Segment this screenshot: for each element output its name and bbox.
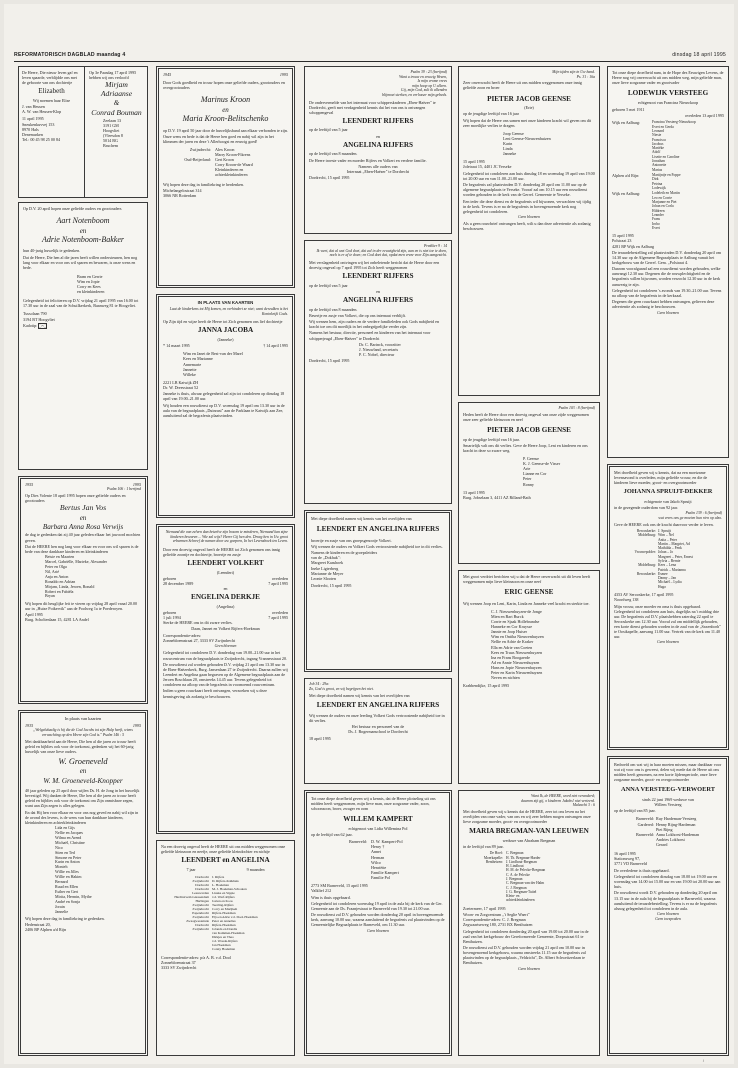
groeneveld-year-1: 1935 xyxy=(25,723,34,729)
rijfers-text-2: Gelegenheid tot condoleren D.V. donderdag van 19.00–21.00 uur in het rouwcentrum van de begraafplaats te Zwijndrecht, ingang Vrannesstraat 20. xyxy=(163,650,288,661)
versteeg-born: geboren 5 mei 1911 xyxy=(612,106,645,112)
internaat1-name-2: ANGELINA RIJFERS xyxy=(342,140,414,149)
geense-age: op de jeugdige leeftijd van 16 jaar xyxy=(463,111,519,117)
versteeg-kids-1: Francina Versteeg-Nieuwkoop Evert en Gerda Leonard Niesie Francisca Jacobus Mariëke Adolf Lisette en Caroline Jonathan Antonette Marius xyxy=(652,120,696,172)
school-date: 18 april 1995 xyxy=(309,735,331,741)
bregman-intro: Met droefheid geven wij u kennis dat de HEERE, zeer tot ons leven na het overlijden van onze vader, van ons en wij zeer hebben mogen ontvangen onze lieve zorgzame moeder, groot- en overgrootmoeder xyxy=(463,808,591,825)
anniversary-groeneveld-ad xyxy=(18,710,148,1056)
versteeg-family-3 xyxy=(612,191,724,231)
verwoert-text: De overledene is thuis opgebaard. xyxy=(614,867,670,873)
versteeg-place-1: Wijk en Aalburg: xyxy=(612,120,641,126)
groeneveld-children: Lida en Gijs Nellie en Jacques Wilma en Arend Michaël, Christine Nico Stien en Ted Simone en Peter Karin en Anton Monieh Willie en Jilles Willie en Hakim Bernard Ruud en Ellen Esther en Gert Mirita, Hermin, Mythe André en Sonja Jorain Jannelie xyxy=(55,825,92,914)
baby-nickname: Wij noemen haar Elise xyxy=(32,97,71,103)
versteeg-text: De teraardebestelling zal plaatsvinden D.V. donderdag 20 april om 14.30 uur op de Algemene Begraafplaats te Aalburg vanuit het kerkgebouw van de Gerref. Gem. „Polstraat 4. xyxy=(612,249,722,265)
gp-text: Smartelijk valt ons dit verlies. Geve de Heere Joop, Leni en kinderen en ons kracht in deze so zware weg. xyxy=(463,442,588,453)
school-text: Wij wensen de ouders en onze leerling Volkert Gods vertroostende nabijheid toe in dit verlies. xyxy=(309,712,445,723)
rijfers-died-1: overleden 7 april 1995 xyxy=(268,575,288,586)
internaat1-age-2: op de leeftijd van 8 maanden. xyxy=(309,151,358,157)
kampert-spouse: echtgenoot van Lidia Willemina Pol xyxy=(348,825,408,831)
death-geense-grandparents-ad xyxy=(458,402,600,564)
column-1 xyxy=(18,66,148,1056)
versteeg-no-flowers: Geen bloemen xyxy=(657,310,679,315)
internaat2-text-2: Wij wensen hem, zijn ouders en de verdere familieleden ook Gods nabijheid en kracht toe om dit moeilijk in het onbegrijpelijke verder zijn. xyxy=(309,319,439,330)
school-notice xyxy=(304,678,452,784)
rijfers-no-flowers: Geen bloemen xyxy=(214,644,237,649)
janna-intro: Op Zijn tijd en wijze heeft de Heere tot Zich genomen ons lief dochtertje xyxy=(163,319,283,325)
versteeg-place-3: Wijk en Aalburg: xyxy=(612,191,641,197)
column-2 xyxy=(156,66,295,1056)
verwoert-age: op de leeftijd van 85 jaar. xyxy=(614,808,656,814)
death-versteeg-ad xyxy=(607,66,729,458)
internaat2-text: Besertje en zusje van Volkert, die op ons internaat verblijft. xyxy=(309,312,407,318)
dokhuk-date: Dordrecht, 15 april 1995 xyxy=(311,582,352,588)
birth-address: Sneukenkuvvej 153 8970 Hals Denemarken Tel.: 00 45 98 25 00 84 xyxy=(22,121,61,143)
rijfers-dates-2 xyxy=(163,610,288,620)
verwoert-date: 16 april 1995 Stationsweg 97, 3771 VD Barneveld xyxy=(614,851,647,867)
verwoert-children: Ruy Hardeman-Versteeg Henny Rijng-Hardeman Piet Rijng Anna Lokhorst-Hardeman Andries Lokhorst Gerard xyxy=(656,816,700,847)
vos-psalm: Psalm 106 : 1 berijmd xyxy=(107,487,141,492)
kampert-text-2: Gelegenheid tot condoleren woensdag 19 april in de aula bij de kerk van de Ger. Gemeente aan de Ds. Fraanjestraat te Barneveld van 19.30 tot 21.00 uur. xyxy=(311,900,443,911)
bregman-family xyxy=(463,851,595,904)
geense-intro: Zeer onverwacht heeft de Heere uit ons midden weggenomen onze innig geliefde zoon en broer xyxy=(463,80,582,91)
vos-reception: Wij hopen dit heuglijke feit te vieren op vrijdag 28 april vanaf 20.00 uur in „Huize Poikervik" aan de Poolweg 1a te Poederoyen. xyxy=(25,600,138,611)
notenboom-kado xyxy=(23,323,143,329)
school-name: LEENDERT EN ANGELINA RIJFERS xyxy=(316,701,440,710)
internaat2-sign: Dr. C. Barinck, voorzitter J. Nieuwland, secretaris P. C. Nobel, directeur xyxy=(359,341,401,358)
gp-quote: Psalm 103 : 8 (berijmd) xyxy=(558,406,595,410)
geense-quote: Mijn tijden zijn in Uw hand. Ps. 31 : 16a xyxy=(552,70,595,79)
groeneveld-en: en xyxy=(79,767,87,776)
family-ages xyxy=(161,867,290,872)
groeneveld-text-3: En dat Hij hen voor elkaar en voor ons nog geved en nabij wil zijn in de avond des levens, is de wens van hun dankbare kinderen, kleinkinderen en achterkleinkinderen xyxy=(25,809,139,825)
baby-name: Elizabeth xyxy=(38,87,65,96)
gp-family: P. Geense K. J. Geense-de Visser Arie Lianne en Cor Peter Ronny xyxy=(523,456,561,487)
rijfers-address: Correspondentie-adres: Zonnebloemstraat 27, 3333 SV Zwijndrecht xyxy=(163,632,236,643)
bregman-places: De Hoef: Moerkapelle: Bentheizen: xyxy=(483,851,503,864)
geense-nickname: (Erie) xyxy=(524,105,534,111)
verwoert-widow: sinds 22 juni 1969 weduwe van Willem Versteeg xyxy=(642,796,694,808)
eric-family: C. J. Nieuwenhuyzen-de Jonge Mien en Bart Burck Corrie en Sjaak Hollebrandse Hanneke en Cor Kruysse Jannie en Joop Huiser Wim en Ontiba Nieuwenhuyzen Nellie en Adrie de Kraker Ella en Adrie van Coeten Kees en Truus Nieuwenhuyzen Ina en Frans Boogaerde Ad en Annie Nieuwenhuyzen Hans en Jopie Nieuwenhuyzen Peter en Karin Nieuwenhuyzen Neven en nichten xyxy=(491,608,544,681)
eric-text: Wij wensen Joop en Leni, Karin, Linda en Janneke veel kracht en sterkte toe. xyxy=(463,600,590,606)
dokhuk-text: broertje en zusje van ons groepsgenootje Volkert. xyxy=(311,537,392,543)
birth-date: 11 april 1995 xyxy=(22,115,44,121)
rijfers-name-1: LEENDERT VOLKERT xyxy=(187,558,264,567)
kroon-text: op D.V. 19 april 50 jaar door de huwelijksband aan elkaar verbonden te zijn. xyxy=(163,127,288,133)
notenboom-children: Bram en Gerrie Wim en Jopie Corry en Kees en kleinkinderen xyxy=(77,273,105,295)
family-names: J. Rijfers D. Rijfers-Kalkhuis L. Hoekman M. J. Hoekman-Schouten Liuske en Sippie v.d. Werf-Rijfers Jozien en Koos Teerling-Rijfers Corry en Marijkeh Rijfers-Hoekman Elja en Adrie v.d. Dool-Hoekman Peter en Annelies Rijfers-Hoekman Jolanda en Dondis van Kammen-Hoekman Dirkjes en Theo v.d. Woude-Rijfers Jan Hoekman Conny Hoekman xyxy=(212,874,258,951)
rijfers-name-2: ENGELINA DERKJE xyxy=(191,593,260,602)
header-date: dinsdag 18 april 1995 xyxy=(672,52,726,58)
janna-address: 2221 LB Katwijk ZH Dr. W. Dreesstraat 52 xyxy=(163,379,199,390)
internaat-notice-2 xyxy=(304,240,452,504)
janna-text-2: Wij houden een rouwdienst op D.V. woensdag 19 april om 13.30 uur in de aula van de begraafplaats „Duinrust" aan de Parklaan te Katwijk aan Zee, aansluitend zal de begrafenis plaatsvinden. xyxy=(163,402,285,418)
death-eric-geense-ad xyxy=(458,570,600,784)
bregman-text-2: Gelegenheid tot condoleren donderdag 20 april van 19.00 tot 20.00 uur in de zaal van het kerkgebouw der Gereformeerde Gemeente, Dorpsstraat 61 te Benthuizen. xyxy=(463,928,589,944)
internaat2-name-1: LEENDERT RIJFERS xyxy=(342,271,414,280)
spruijt-family xyxy=(614,529,722,590)
engagement-name-2: Conrad Bouman xyxy=(91,107,142,117)
versteeg-spouse: echtgenoot van Francina Nieuwkoop xyxy=(637,99,699,105)
spruijt-no-flowers: Geen bloemen xyxy=(657,640,679,645)
rijfers-intro: Door een droevig ongeval heeft de HEERE tot Zich genomen ons innig geliefde zoontje en dochtertje, broertje en zusje xyxy=(163,546,280,557)
rijfers-parents: Daan, Jannet en Volkert Rijfers-Hoekman xyxy=(191,626,260,632)
notenboom-years: hun 40-jarig huwelijk te gedenken. xyxy=(23,248,81,254)
versteeg-place-2: Alphen a/d Rijn: xyxy=(612,173,640,179)
spruijt-text-2: Mijn vrouw, onze moeder en oma is thuis opgebaard. Gelegenheid tot condoleren aan huis, dagelijks na 't middag drie uur. De begrafenis zal D.V. plaatshebben zaterdag 22 april te Serooskerke om 12.30 uur. Vooraf zal om middellijk gehouden, een korte dienst gehouden worden in de zaal van de „Saxenborh" te Oostkapelle, aanvang 11.00 uur. Vertrek van de kerk om 11.40 uur. xyxy=(614,603,721,640)
spruijt-quote: Psalm 139 : 6 (berijmd) wat vrees ons ge moeten hun rien op alzo. xyxy=(658,511,722,521)
internaat1-intro: De ondervermelde van het internaat voor schippersknderen „Eben-Haëzer" te Dordrecht, geeft met verdagenheid kennis dat het van ons is ontvangen schoppengeval xyxy=(309,99,436,115)
vos-year-1: 1955 xyxy=(25,482,34,487)
kampert-place: Barneveld: xyxy=(349,839,367,845)
spruijt-address: 4353 AV Serooskerke, 17 april 1995 Noordweg 138 xyxy=(614,592,674,603)
notenboom-intro: Op D.V. 20 april hopen onze geliefde ouders en grootouders xyxy=(23,206,122,211)
kado-label: Kadotip: xyxy=(23,322,38,328)
anniversary-vos-ad xyxy=(18,476,148,704)
kroon-year-1: 1945 xyxy=(163,72,172,77)
notenboom-address: Tussolaan 790 3194 BT Hoogvliet xyxy=(23,311,55,322)
kampert-text: Wim is thuis opgebaard. xyxy=(311,894,351,900)
internaat2-date: Dordrecht, 15 april 1995 xyxy=(309,358,350,364)
eric-intro: Met groot verdriet berichten wij u dat de Heere onverwacht uit dit leven heeft weggenomen mijn lieve kleinzoon en onze neef xyxy=(463,574,591,585)
kroon-name-2: Maria Kroon-Belitschenko xyxy=(182,114,269,124)
notenboom-name-2: Adrie Notenboom-Bakker xyxy=(42,234,124,244)
spruijt-children: J. Spruijt Wim – Nel Anita – Peter Martin – Margriet, Ad Mathilda – Fenk Johan – Jo Margreet – Peter, Ernest Sylvia – Bernie Kees – Lena Patrick – Marianna Esmee Danny – Jan Michaël – Lydia Hugo xyxy=(658,528,693,589)
internaat2-age-2: op de leeftijd van 8 maanden. xyxy=(309,306,358,312)
eric-name: ERIC GEENSE xyxy=(504,588,554,597)
janna-name: JANNA JACOBA xyxy=(197,326,254,335)
family-intro: Na een droevig ongeval heeft de HEERE uit ons midden weggenomen onze geliefde kleinzoon en neefje, onze geliefde kleindochter en nichtje xyxy=(161,844,286,855)
janna-quote: Laat de kinderkens tot Mij komen, en verhindert ze niet; want derzulken is het Koninkrijk Gods. xyxy=(169,307,288,316)
dokhuk-notice xyxy=(304,510,452,672)
notenboom-en: en xyxy=(79,226,87,235)
rijfers-quote: Niemand die van zelven dan hetzelve zijn bosom te minderen, Niemand kan zijne kinderen bewaren ... Wie zal wijs? Heere Gij hen den. Droeg hen in Uw groot erbarmen Schreef de namen door uw goepren, In het Levensboek ten Leven. xyxy=(165,530,288,544)
dokhuk-text-2: Wij wensen de ouders en Volkert Gods vertroostende nabijheid toe in dit verlies. xyxy=(311,543,443,549)
bregman-date: Zoetermeer, 17 april 1995 xyxy=(463,905,506,911)
internaat2-en: en xyxy=(376,288,380,294)
engagement-and: & xyxy=(113,99,120,108)
geense-text-2: Gelegenheid tot condoleren aan huis dinsdag 18 en woensdag 19 april van 19.00 tot 20.00 uur en van 11.00–21.00 uur. xyxy=(463,170,595,181)
spruijt-places: Berooskerke: Middelburg: Vrouwepolder: Middelburg: Berooskerke: xyxy=(634,528,656,576)
groeneveld-address: Hedenstraat 20, 2406 BP Alphen a/d Rijn xyxy=(25,921,67,932)
birth-intro: De Heere, Die nieuw leven gaf en leven spaarde, verblijdde ons met de geboorte van ons dochtertje xyxy=(22,70,78,86)
versteeg-family-1 xyxy=(612,120,724,173)
gp-age: op de jeugdige leeftijd van 16 jaar. xyxy=(463,436,520,442)
groeneveld-text-2: 40 jaar geleden op 25 april door wijlen Ds. H. de Jong in het huwelijk bevestigd. Wij danken de Heere, Die hen al die jaren zo trouw heeft geleid en bijblies ook voor de toekomst om Zijn onmisbare zegen, want aan Zijn zegen is alles gelegen. xyxy=(25,788,140,809)
geense-text-5: Als u geen rouwbrief ontvangen heeft, wilt u dan deze advertentie als zodanig beschouwen. xyxy=(463,221,591,232)
versteeg-family-2 xyxy=(612,173,724,191)
bregman-widow: weduwe van Abraham Bregman xyxy=(502,837,556,843)
internaat1-name-1: LEENDERT RIJFERS xyxy=(342,116,414,125)
bregman-name: MARIA BREGMAN-VAN LEEUWEN xyxy=(469,827,589,836)
kroon-intro: Door Gods goedheid en trouw hopen onze geliefde ouders, grootouders en overgrootouders xyxy=(163,80,285,91)
verwoert-no-flowers: Geen bloemen Geen toespraken xyxy=(655,911,681,922)
anniversary-kroon-ad xyxy=(156,66,295,288)
geense-name: PIETER JACOB GEENSE xyxy=(487,94,571,103)
verwoert-intro: Bedroefd om wat wij in haar moeten missen, maar dankbaar voor wat zij voor ons is geweest, delen wij mede dat de Heere uit ons midden heeft genomen, na een korte lijdensperiode, onze lieve zorgzame moeder, groot- en overgrootmoeder xyxy=(614,762,722,783)
janna-died: † 14 april 1995 xyxy=(263,343,288,349)
family-name: LEENDERT en ANGELINA xyxy=(181,856,270,865)
birth-engagement-ad xyxy=(18,66,148,198)
page-footer-mark: / xyxy=(702,1058,704,1063)
spruijt-text: Geve de HEERE ook ons de kracht daarvoor verder te leven. xyxy=(614,521,714,527)
janna-text: Janneke is thuis, alwaar gelegenheid zal zijn tot condoleren op dinsdag 18 april van 19.00–21.00 uur. xyxy=(163,391,285,402)
dokhuk-intro: Met diepe droefheid namen wij kennis van het overlijden van xyxy=(311,516,412,521)
verwoert-text-3: De rouwdienst wordt D.V. gehouden op donderdag 20 april om 13.15 uur in de aula bij de begraafplaats te Barneveld, waarna aansluitend de teraardebestelling. Tevens is er na de begrafenis alsnog gelegenheid tot condoleren in de aula. xyxy=(614,890,718,911)
engagement-announcement xyxy=(86,67,147,198)
kroon-text-3: Wij hopen deze dag in familiekring te herdenken. xyxy=(163,181,244,187)
kroon-year-2: 1995 xyxy=(279,72,288,77)
family-list xyxy=(161,875,290,952)
internaat2-text-3: Namens het bestuur, directie, personeel en kinderen van het internaat voor schipperjeugd „Eben-Haëzer" te Dordrecht xyxy=(309,330,431,341)
internaat1-sign: Namens alle ouders van Internaat „Eben-Haëzer" te Dordrecht xyxy=(346,163,410,175)
versteeg-text-4: Degenen die geen rouwkaart hebben ontvangen, gelieven deze advertentie als zodanig te beschouwen. xyxy=(612,299,715,310)
school-intro: Met diepe droefheid namen wij kennis van het overlijden van xyxy=(309,693,410,699)
engagement-intro: Op 3e Paasdag 17 april 1995 hebben wij ons verloofd xyxy=(89,70,137,81)
bregman-quote: Want Ik, de HEERE, word niet veranderd; daarom zijt gij, o kinderen Jakobs! niet verteerd. Maleachi 3 : 6 xyxy=(521,794,595,808)
versteeg-intro: Tot onze diepe droefheid nam, in de Hope des Eeuwigen Levens, de Heere nog vrij onverwacht uit ons midden weg, mijn geliefde man, onze lieve zorgzame vader en grootvader xyxy=(612,70,724,86)
groeneveld-year-2: 1995 xyxy=(132,723,141,729)
dokhuk-sign: Namens de kinderen en de groepsleiders van de „Dokhuk": Margreet Kaashoek Ineke Ligterberg Marianne de Meyer Leonie Slooten xyxy=(311,550,378,581)
kampert-address: 2773 SM Barneveld, 15 april 1995 Valklief 212 xyxy=(311,883,368,894)
running-header xyxy=(14,50,726,62)
groeneveld-quote: „Welgelukzalig is hij die de God Jacobs tot zijn Hulp heeft, wiens verwachting op den Heere zijn God is." Psalm 146 : 5 xyxy=(33,728,133,737)
verwoert-text-2: Gelegenheid tot condoleren dinsdag van 18.00 tot 19.00 uur en woensdag van 14.00 tot 15.00 uur en van 19.00 tot 20.00 uur aan huis. xyxy=(614,873,721,890)
death-kampert-ad xyxy=(304,790,452,1056)
groeneveld-text-4: Wij hopen deze dag in familiekring te gedenken. xyxy=(25,915,105,921)
geense-text-4: Een ieder die deze dienst en de begrafenis wil bijwonen, verwachten wij tijdig in de kerk. Tevens is er na de begrafenis in bovengenoemde kerk nog gelegenheid tot condoleren. xyxy=(463,198,592,214)
vos-text: de dag te gedenken dat zij 40 jaar geleden elkaar het jawoord mochten geven. xyxy=(25,532,141,543)
death-spruijt-ad xyxy=(607,464,729,750)
vos-name-1: Bertus Jan Vos xyxy=(59,503,107,513)
bregman-age: in de leeftijd van 89 jaar. xyxy=(463,844,504,850)
kroon-family xyxy=(163,147,288,179)
column-5 xyxy=(607,66,729,1056)
internaat1-date: Dordrecht, 15 april 1995 xyxy=(309,175,350,181)
internaat1-en: en xyxy=(376,133,380,139)
geense-date: 15 april 1995 Joletraat 15, 4401 JC Yerseke xyxy=(463,159,512,170)
kampert-age: op de leeftijd van 62 jaar. xyxy=(311,832,353,838)
death-versteeg-verwoert-ad xyxy=(607,756,729,1056)
rijfers-dates-1 xyxy=(163,576,288,586)
geense-no-flowers: Geen bloemen xyxy=(518,215,540,220)
internaat-notice-1 xyxy=(304,66,452,234)
kroon-children: Alex Kroon Marry Kroon-Fikrens Gert Kroon Corry Kroon-de Waard Kleinkinderen en achterkleinkinderen xyxy=(215,146,253,178)
versteeg-text-3: Gelegenheid tot condoleren 's avonds van 19.30–21.00 uur. Tevens na afloop van de begrafenis in de kerkzaal. xyxy=(612,287,722,298)
dokhuk-name: LEENDERT EN ANGELINA RIJFERS xyxy=(316,525,440,534)
engagement-name-1: Mirjam Adriaanse xyxy=(100,80,133,98)
verwoert-places: Barneveld: Gardered: Barneveld: xyxy=(636,816,654,837)
kampert-intro: Tot onze diepe droefheid geven wij u kennis, dat de Heere plotseling uit ons midden heeft weggenomen, mijn lieve man, onze zorgzame vader, zoon, schoonzoon, broer, zwager en oom xyxy=(311,796,436,812)
envelope-icon xyxy=(38,323,47,329)
family-age-2: 9 maanden xyxy=(246,866,265,872)
groeneveld-name-1: W. Groeneveld xyxy=(58,756,108,766)
rijfers-nick-1: (Leendert) xyxy=(216,569,235,575)
kroon-en: en xyxy=(222,105,229,114)
vos-year-2: 1995 xyxy=(132,482,141,487)
internaat2-intro: Met verslagenheid ontvingen wij het onbeletende bericht dat de Heere door een droevig ongeval op 7 april 1995 tot Zich heeft weggenomen xyxy=(309,259,440,270)
column-4 xyxy=(458,66,600,1056)
rijfers-died-2: overleden 7 april 1995 xyxy=(268,610,288,621)
versteeg-died: overleden 13 april 1995 xyxy=(685,113,724,119)
geense-text-3: De begrafenis zal plaatsvinden D.V. donderdag 20 april om 11.00 uur op de algemene begraafplaats te Yerseke. Vooraf zal om 10.15 uur een rouwdienst worden gehouden in de kerk van de Gerref. Gemeente te Yerseke. xyxy=(463,182,588,198)
janna-nickname: (Janneke) xyxy=(217,336,234,342)
notenboom-text: Dat de Heere, Die hen al die jaren heeft willen ondersteunen, hen nog lang voor elkaar en voor ons wil sparen en bewaren, is onze wens en bede. xyxy=(23,254,138,270)
geense-text: Wij hopen dat de Heere ons samen met onze kinderen kracht wil geven om dit zeer moeilijke verlies te dragen. xyxy=(463,117,592,128)
kroon-places: Zwijndrecht: Oud-Beijerland: xyxy=(184,146,211,163)
janna-born: * 14 maart 1995 xyxy=(163,343,190,349)
internaat2-name-2: ANGELINA RIJFERS xyxy=(342,295,414,304)
vos-text-2: Dat de HEERE hen nog lang voor elkaar en voor ons wil sparen is de bede van deze dankbare kinderen en kleinkinderen xyxy=(25,543,139,554)
death-geense-ad xyxy=(458,66,600,396)
rijfers-text-3: De rouwdienst zal worden gehouden D.V. vrijdag 21 april om 13.30 uur in de Eben-Haëzerkerk, Burg. Jansenlaan 27 te Zwijndrecht. Daarna zullen wij Leendert en Angelina gaan begraven op de Algemene begraafplaats aan de Jeroen Boschlaan 20, omstreeks 14.45 uur. Tevens gelegenheid tot condoleren na afloop van de begrafenis in voornoemd rouwcentrum. xyxy=(163,661,288,688)
versteeg-kids-3: Lodeleth en Martin Leo en Corrie Marjanne en Piet Johan en Corla Hildreen Leander Frans Irobo Evert xyxy=(652,191,680,230)
vos-children: Betsie en Maarten Marcel, Gabriëlle, Marieke, Alexander Peter en Olga Nil, Arié Anja en Anton Ronaldo en Adrian Mirjam, Linda, Jeroen, Ronald Robert en Fabiëla Bryan xyxy=(45,554,107,599)
internaat1-quote: Psalm 39 : 23 (berijmd) Want u trouw en eeuwig Wezen, Is mijn vrome vrees mijn hoop op U alleen. Gij, mijn God, zult ik allenden blijmoet sterken, en verlosser mijn gebeds. xyxy=(382,70,447,97)
gp-address: 13 april 1995 Burg. Jobselaan 3, 4411 AZ Rilland-Bath xyxy=(463,489,531,500)
internaat1-age-1: op de leeftijd van 5 jaar xyxy=(309,127,348,133)
eric-date: Krabbendijke, 15 april 1995 xyxy=(463,683,510,689)
vos-intro: Op Dies Volente 18 april 1995 hopen onze geliefde ouders en grootouders xyxy=(25,492,126,503)
birth-announcement xyxy=(19,67,85,198)
janna-parents: Wim en Janet de Best-van der Marel Kees en Marianne Annemarie Jannette Willeke xyxy=(183,351,243,377)
column-3 xyxy=(304,66,452,1056)
header-paper-name: REFORMATORISCH DAGBLAD maandag 4 xyxy=(14,52,126,58)
death-janna-ad xyxy=(156,294,295,518)
kroon-years xyxy=(163,72,288,77)
spruijt-age: in de gezegende ouderdom van 92 jaar. xyxy=(614,505,678,511)
spruijt-intro: Met droefheid geven wij u kennis, dat na een moeizame levensavond is overleden, mijn geliefde vrouw, en die de kinderen lieve moeder, groot- en overgrootmoeder xyxy=(614,470,708,486)
death-rijfers-parents-ad xyxy=(156,524,295,834)
geense-family: Joop Geense Leni Geense-Nieuwenhuizen Karin Linda Janneke xyxy=(503,130,551,157)
internaat1-text: De Heere troeste vader en moeder Rijfers en Volkert en verdere familie. xyxy=(309,157,427,163)
rijfers-nick-2: (Angelina) xyxy=(216,603,235,609)
kampert-children: D. W. Kampert-Pol Henry † Annet Herman Wilco Henriëtte Familie Kampert Familie Pol xyxy=(371,839,403,880)
vos-name-2: Barbara Anna Rosa Verwijs xyxy=(42,523,124,532)
kampert-name: WILLEM KAMPERT xyxy=(343,815,413,824)
notenboom-reception: Gelegenheid tot feliciteren op D.V. vrijdag 21 april 1995 van 16.00 tot 17.30 uur in de zaal van de Schuilkerkerk, Baanweg 81 te Hoogvliet. xyxy=(23,298,139,309)
kroon-name-1: Marinus Kroon xyxy=(200,95,251,105)
bregman-text-3: De rouwdienst zal D.V. gehouden worden vrijdag 21 april om 10.00 uur in bovengenoemd kerkgebouw, waarna omstreeks 11.15 uur de begrafenis zal plaatsvinden op de begraafplaats „Veldzicht", Dr. Albert Schweitzerlaan te Benthuizen. xyxy=(463,945,586,966)
kampert-no-flowers: Geen bloemen xyxy=(367,928,389,933)
bregman-no-flowers: Geen bloemen xyxy=(518,966,540,971)
spruijt-spouse: echtgenote van Jakob Spruijt xyxy=(644,498,692,504)
newspaper-page xyxy=(4,4,734,1064)
vos-address: April 1995 Burg. Scholtenlaan 15, 4281 LA Andel xyxy=(25,611,89,623)
groeneveld-name-2: W. M. Groeneveld-Knopper xyxy=(43,776,123,785)
death-bregman-ad xyxy=(458,790,600,1056)
versteeg-kids-2: Martijntje en Foppe Dirk Petrina Lodewijk xyxy=(652,173,681,190)
school-sign: Het bestuur en personeel van de Ds. J. Bogermanschool te Dordrecht xyxy=(348,724,408,735)
rijfers-born-1: geboren 28 december 1989 xyxy=(163,575,194,586)
janna-band: IN PLAATS VAN KAARTEN xyxy=(197,300,254,305)
spruijt-name: JOHANNA SPRUIJT-DEKKER xyxy=(623,488,713,496)
kampert-text-3: De rouwdienst zal D.V. gehouden worden donderdag 20 april in bovengenoemde kerk, aanvang 10.00 uur, waarna aansluitend de begrafenis zal plaatsvinden op de Gemeentelijke Begraafplaats te Barneveld, om 11.30 uur. xyxy=(311,912,445,928)
groeneveld-band: In plaats van kaarten xyxy=(64,716,102,721)
rijfers-text-4: Indien u geen rouwkaart heeft ontvangen, verzoeken wij u deze kennisgeving als zodanig te beschouwen. xyxy=(163,688,267,699)
gp-name: PIETER JACOB GEENSE xyxy=(487,425,571,434)
school-quote: Job 34 : 29a: Zo, God is groot, en wij begrijpen het niet. xyxy=(309,682,374,691)
internaat2-quote: Prediker 9 : 14 Ik weet, dat al wat God doet, dat zal in der eeuwigheid zijn, aan en is niet toe te doen, noch is er af te doen; en God doet dat, opdat men vreze voor Zijn aangezicht. xyxy=(316,244,447,258)
vos-en: en xyxy=(79,513,87,522)
birth-parents: J. van Heusen A. W. van Heusen-Klop xyxy=(22,104,62,115)
versteeg-text-2: Daarom voorafgaand zal een rouwdienst worden gehouden, welke aanvangt 12.30 uur. Degenen die de rouwplechtigheid en de begrafenis willen bijwonen, worden verzocht 12.30 uur in de kerk aanwezig te zijn. xyxy=(612,266,721,287)
anniversary-notenboom-ad xyxy=(18,202,148,470)
rijfers-en: en xyxy=(223,586,228,592)
verwoert-name: ANNA VERSTEEG-VERWOERT xyxy=(620,786,716,794)
rijfers-born-2: geboren 1 juli 1994 xyxy=(163,610,181,621)
kroon-text-2: Onze wens en bede is dat de Heere hen goed en nabij wil zijn in het klimmen der jaren en deze 't Allerhoogst en eeuwig goed! xyxy=(163,133,274,144)
engagement-address: Zeelaan 13 3191 GM Hoogvliet (Vleesdon 8 5014 BG Bruchem xyxy=(103,118,123,149)
family-age-1: 7 jaar xyxy=(186,866,196,872)
verwoert-family xyxy=(614,816,722,848)
gp-intro: Heden heeft de Heere door een droevig ongeval van onze zijde weggenomen onze zeer geliefde kleinzoon en neef xyxy=(463,411,589,422)
janna-dates xyxy=(163,343,288,348)
family-places: Dordrecht Zwijndrecht Dordrecht Dordrecht Leeuwarden Hardinxveld-Giessendam Harlingen Zwijndrecht Zwijndrecht Papendrecht Zwijndrecht Zwaagwesteinde Dordrecht Zwijndrecht xyxy=(174,874,209,931)
versteeg-date: 15 april 1995 Polstraat 23 4281 BP Wijk en Aalburg xyxy=(612,233,655,249)
notenboom-name-1: Aart Notenboom xyxy=(56,216,110,226)
death-rijfers-family-ad xyxy=(156,840,295,1056)
bregman-text: Woon- en Zorgcentrum „'t Seglie Waert" Correspondentie-adres: C. J. Bregman Zegwaartseweg 180, 2731 BX Benthuizen xyxy=(463,912,533,928)
versteeg-name: LODEWIJK VERSTEEG xyxy=(627,89,709,98)
bregman-children: C. Bregman H. Th. Bregman-Harder J. Lindhout-Bregman H. Lindhout H. M. de Pelecke-Bregman C. A. de Pelecke J. Bregman C. Bregman-van der Halm C. J. Bregman J. G. Bregman-Tuitel Klein- en achterkleinkinderen xyxy=(506,851,546,903)
internaat2-age-1: op de leeftijd van 5 jaar xyxy=(309,282,348,288)
family-address: Correspondentie-adres: p/a A. B. v.d. Dool Zonnebloemstraat 37 3333 SV Zwijndrecht xyxy=(161,955,231,971)
kroon-address: Michelangelostraat 314 3066 NR Rotterdam xyxy=(163,188,202,199)
rijfers-text: Sterke de HEERE ons in dit zware verlies. xyxy=(163,620,233,626)
groeneveld-text: Met dankbaarheid aan de Heere, Die hen al die jaren zo trouw heeft geleid en bijblies ook voor de toekomst, gedenken wij het 60-jarig huwelijk van onze lieve ouders. xyxy=(25,738,136,754)
kampert-family xyxy=(311,839,445,881)
